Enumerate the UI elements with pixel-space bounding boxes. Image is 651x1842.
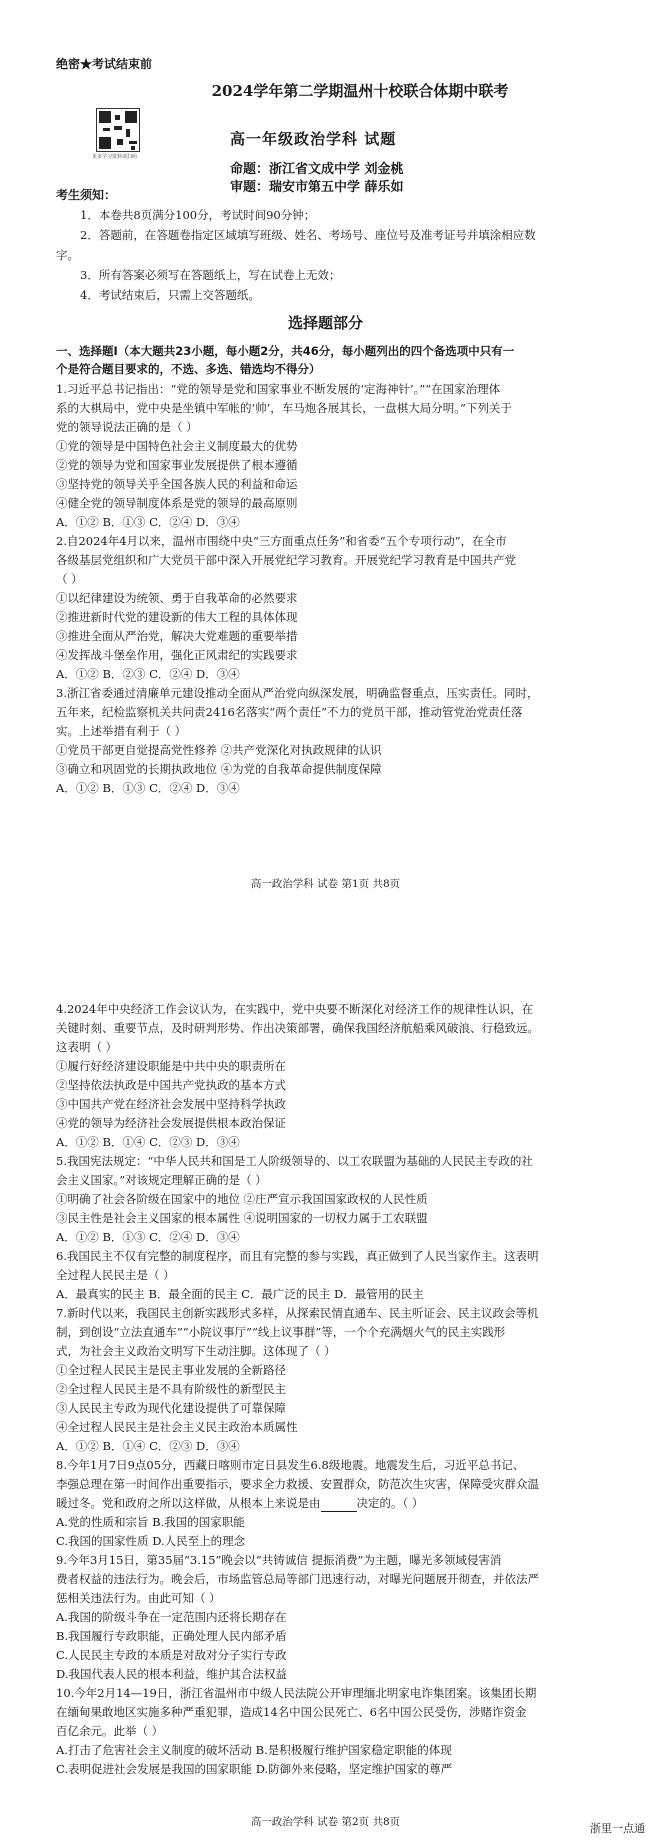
question-9-option: C.人民民主专政的本质是对敌对分子实行专政 <box>56 1648 287 1662</box>
question-7-option: ③人民民主专政为现代化建设提供了可靠保障 <box>56 1401 286 1415</box>
question-5-option: ③民主性是社会主义国家的根本属性 ④说明国家的一切权力属于工农联盟 <box>56 1211 428 1225</box>
question-1-line: 系的大棋局中，党中央是坐镇中军帐的‘帅’，车马炮各展其长，一盘棋大局分明。”下列关于 <box>56 401 512 415</box>
question-8-line: 8.今年1月7日9点05分，西藏日喀则市定日县发生6.8级地震。地震发生后，习近平总书记、 <box>56 1458 525 1472</box>
notice-item: 4．考试结束后，只需上交答题纸。 <box>80 288 260 302</box>
question-1-option: ①党的领导是中国特色社会主义制度最大的优势 <box>56 439 298 453</box>
question-7-line: 制，到创设“立法直通车”“小院议事厅”“线上议事群”等，一个个充满烟火气的民主实践形 <box>56 1325 506 1339</box>
question-9-option: A.我国的阶级斗争在一定范围内还将长期存在 <box>56 1610 287 1624</box>
question-10-line: 在缅甸果敢地区实施多种严重犯罪，造成14名中国公民死亡、6名中国公民受伤，涉赌诈资金 <box>56 1705 527 1719</box>
question-10-option: C.表明促进社会发展是我国的国家职能 D.防御外来侵略，坚定维护国家的尊严 <box>56 1762 453 1776</box>
question-2-option: ①以纪律建设为统领、勇于自我革命的必然要求 <box>56 591 298 605</box>
question-5-option: ①明确了社会各阶级在国家中的地位 ②庄严宣示我国国家政权的人民性质 <box>56 1192 428 1206</box>
question-4-line: 关键时刻、重要节点，及时研判形势、作出决策部署，确保我国经济航船乘风破浪、行稳致远。 <box>56 1021 539 1035</box>
question-4-option: ①履行好经济建设职能是中共中央的职责所在 <box>56 1059 286 1073</box>
question-2-option: ④发挥战斗堡垒作用，强化正风肃纪的实践要求 <box>56 648 298 662</box>
answer-blank <box>321 1500 357 1512</box>
exam-page-1 <box>0 0 651 920</box>
setter-line: 命题：浙江省文成中学 刘金桃 <box>230 162 404 177</box>
question-2-line: （ ） <box>56 572 83 586</box>
question-3-line: 五年来，纪检监察机关共问责2416名落实“两个责任”不力的党员干部，推动管党治党责任落 <box>56 705 523 719</box>
question-8-text-post: 决定的。（ ） <box>356 1496 424 1510</box>
part-heading: 个是符合题目要求的，不选、多选、错选均不得分） <box>56 362 321 376</box>
question-7-option: ④全过程人民民主是社会主义民主政治本质属性 <box>56 1420 298 1434</box>
question-2-option: ②推进新时代党的建设新的伟大工程的具体体现 <box>56 610 298 624</box>
confidential-label: 绝密★考试结束前 <box>56 57 153 71</box>
question-7-answers: A．①② B．①④ C．②③ D．③④ <box>56 1439 240 1453</box>
question-10-line: 10.今年2月14—19日，浙江省温州市中级人民法院公开审理缅北明家电诈集团案。该集团长期 <box>56 1686 537 1700</box>
question-1-line: 党的领导说法正确的是（ ） <box>56 420 198 434</box>
page-footer: 高一政治学科 试卷 第1页 共8页 <box>250 878 401 890</box>
page-footer: 高一政治学科 试卷 第2页 共8页 <box>250 1816 401 1828</box>
exam-title: 2024学年第二学期温州十校联合体期中联考 <box>211 82 509 100</box>
question-8-text-pre: 暖过冬。党和政府之所以这样做，从根本上来说是由 <box>56 1496 321 1510</box>
question-4-option: ④党的领导为经济社会发展提供根本政治保证 <box>56 1116 286 1130</box>
question-1-option: ②党的领导为党和国家事业发展提供了根本遵循 <box>56 458 298 472</box>
question-9-line: 9.今年3月15日，第35届“3.15”晚会以“共铸诚信 提振消费”为主题，曝光多领域侵害消 <box>56 1553 502 1567</box>
question-3-line: 实。上述举措有利于（ ） <box>56 724 187 738</box>
question-4-line: 4.2024年中央经济工作会议认为，在实践中，党中央要不断深化对经济工作的规律性认识，在 <box>56 1002 534 1016</box>
question-8-option: A.党的性质和宗旨 B.我国的国家职能 <box>56 1515 245 1529</box>
question-10-option: A.打击了危害社会主义制度的破坏活动 B.是积极履行维护国家稳定职能的体现 <box>56 1743 452 1757</box>
exam-subtitle: 高一年级政治学科 试题 <box>230 130 397 148</box>
qr-caption: 更多学习资料请扫码 <box>92 154 138 160</box>
question-4-option: ③中国共产党在经济社会发展中坚持科学执政 <box>56 1097 286 1111</box>
question-2-option: ③推进全面从严治党，解决大党难题的重要举措 <box>56 629 298 643</box>
notice-item: 字。 <box>56 248 79 262</box>
notice-heading: 考生须知： <box>56 188 117 202</box>
notice-item: 1．本卷共8页满分100分，考试时间90分钟； <box>80 208 316 222</box>
question-9-option: B.我国履行专政职能，正确处理人民内部矛盾 <box>56 1629 287 1643</box>
question-4-answers: A．①② B．①④ C．②③ D．③④ <box>56 1135 240 1149</box>
question-3-line: 3.浙江省委通过清廉单元建设推动全面从严治党向纵深发展，明确监督重点，压实责任。同时， <box>56 686 539 700</box>
question-6-answers: A．最真实的民主 B．最全面的民主 C．最广泛的民主 D．最管用的民主 <box>56 1287 424 1301</box>
question-6-line: 6.我国民主不仅有完整的制度程序，而且有完整的参与实践，真正做到了人民当家作主。这表明 <box>56 1249 539 1263</box>
question-8-line <box>56 1494 616 1512</box>
question-3-option: ③确立和巩固党的长期执政地位 ④为党的自我革命提供制度保障 <box>56 762 382 776</box>
notice-item: 2．答题前，在答题卷指定区域填写班级、姓名、考场号、座位号及准考证号并填涂相应数 <box>80 228 536 242</box>
question-3-answers: A．①② B．①③ C．②④ D．③④ <box>56 781 240 795</box>
question-6-line: 全过程人民民主是（ ） <box>56 1268 175 1282</box>
question-4-option: ②坚持依法执政是中国共产党执政的基本方式 <box>56 1078 286 1092</box>
question-5-line: 5.我国宪法规定：“中华人民共和国是工人阶级领导的、以工农联盟为基础的人民民主专政的社 <box>56 1154 533 1168</box>
question-9-option: D.我国代表人民的根本利益，维护其合法权益 <box>56 1667 287 1681</box>
question-1-option: ③坚持党的领导关乎全国各族人民的利益和命运 <box>56 477 298 491</box>
question-8-option: C.我国的国家性质 D.人民至上的理念 <box>56 1534 246 1548</box>
question-10-line: 百亿余元。此举（ ） <box>56 1724 164 1738</box>
question-9-line: 费者权益的违法行为。晚会后，市场监管总局等部门迅速行动，对曝光问题展开彻查，并依法严 <box>56 1572 539 1586</box>
question-4-line: 这表明（ ） <box>56 1040 118 1054</box>
question-8-line: 李强总理在第一时间作出重要指示，要求全力救援、安置群众，防范次生灾害，保障受灾群众温 <box>56 1477 539 1491</box>
exam-page-2 <box>0 920 651 1842</box>
question-2-line: 各级基层党组织和广大党员干部中深入开展党纪学习教育。开展党纪学习教育是中国共产党 <box>56 553 516 567</box>
question-5-answers: A．①② B．①③ C．②④ D．③④ <box>56 1230 240 1244</box>
question-7-option: ①全过程人民民主是民主事业发展的全新路径 <box>56 1363 286 1377</box>
question-7-option: ②全过程人民民主是不具有阶级性的新型民主 <box>56 1382 286 1396</box>
section-title: 选择题部分 <box>287 314 363 332</box>
question-3-option: ①党员干部更自觉提高党性修养 ②共产党深化对执政规律的认识 <box>56 743 382 757</box>
question-9-line: 惩相关违法行为。由此可知（ ） <box>56 1591 221 1605</box>
question-2-answers: A．①② B．②③ C．②④ D．③④ <box>56 667 240 681</box>
question-1-line: 1.习近平总书记指出：“党的领导是党和国家事业不断发展的‘定海神针’。”“在国家治理体 <box>56 382 501 396</box>
question-7-line: 7.新时代以来，我国民主创新实践形式多样，从探索民情直通车、民主听证会、民主议政会等机 <box>56 1306 539 1320</box>
question-1-option: ④健全党的领导制度体系是党的领导的最高原则 <box>56 496 298 510</box>
part-heading: 一、选择题Ⅰ（本大题共23小题，每小题2分，共46分，每小题列出的四个备选项中只有一 <box>56 344 515 358</box>
brand-watermark: 浙里一点通 <box>590 1822 645 1835</box>
question-7-line: 式，为社会主义政治文明写下生动注脚。这体现了（ ） <box>56 1344 336 1358</box>
reviewer-line: 审题：瑞安市第五中学 薛乐如 <box>230 180 404 195</box>
question-2-line: 2.自2024年4月以来，温州市围绕中央“三方面重点任务”和省委“五个专项行动”，在全市 <box>56 534 507 548</box>
question-5-line: 会主义国家。”对该规定理解正确的是（ ） <box>56 1173 267 1187</box>
question-1-answers: A．①② B．①③ C．②④ D．③④ <box>56 515 240 529</box>
notice-item: 3．所有答案必须写在答题纸上，写在试卷上无效； <box>80 268 341 282</box>
qr-code-icon <box>96 108 140 152</box>
